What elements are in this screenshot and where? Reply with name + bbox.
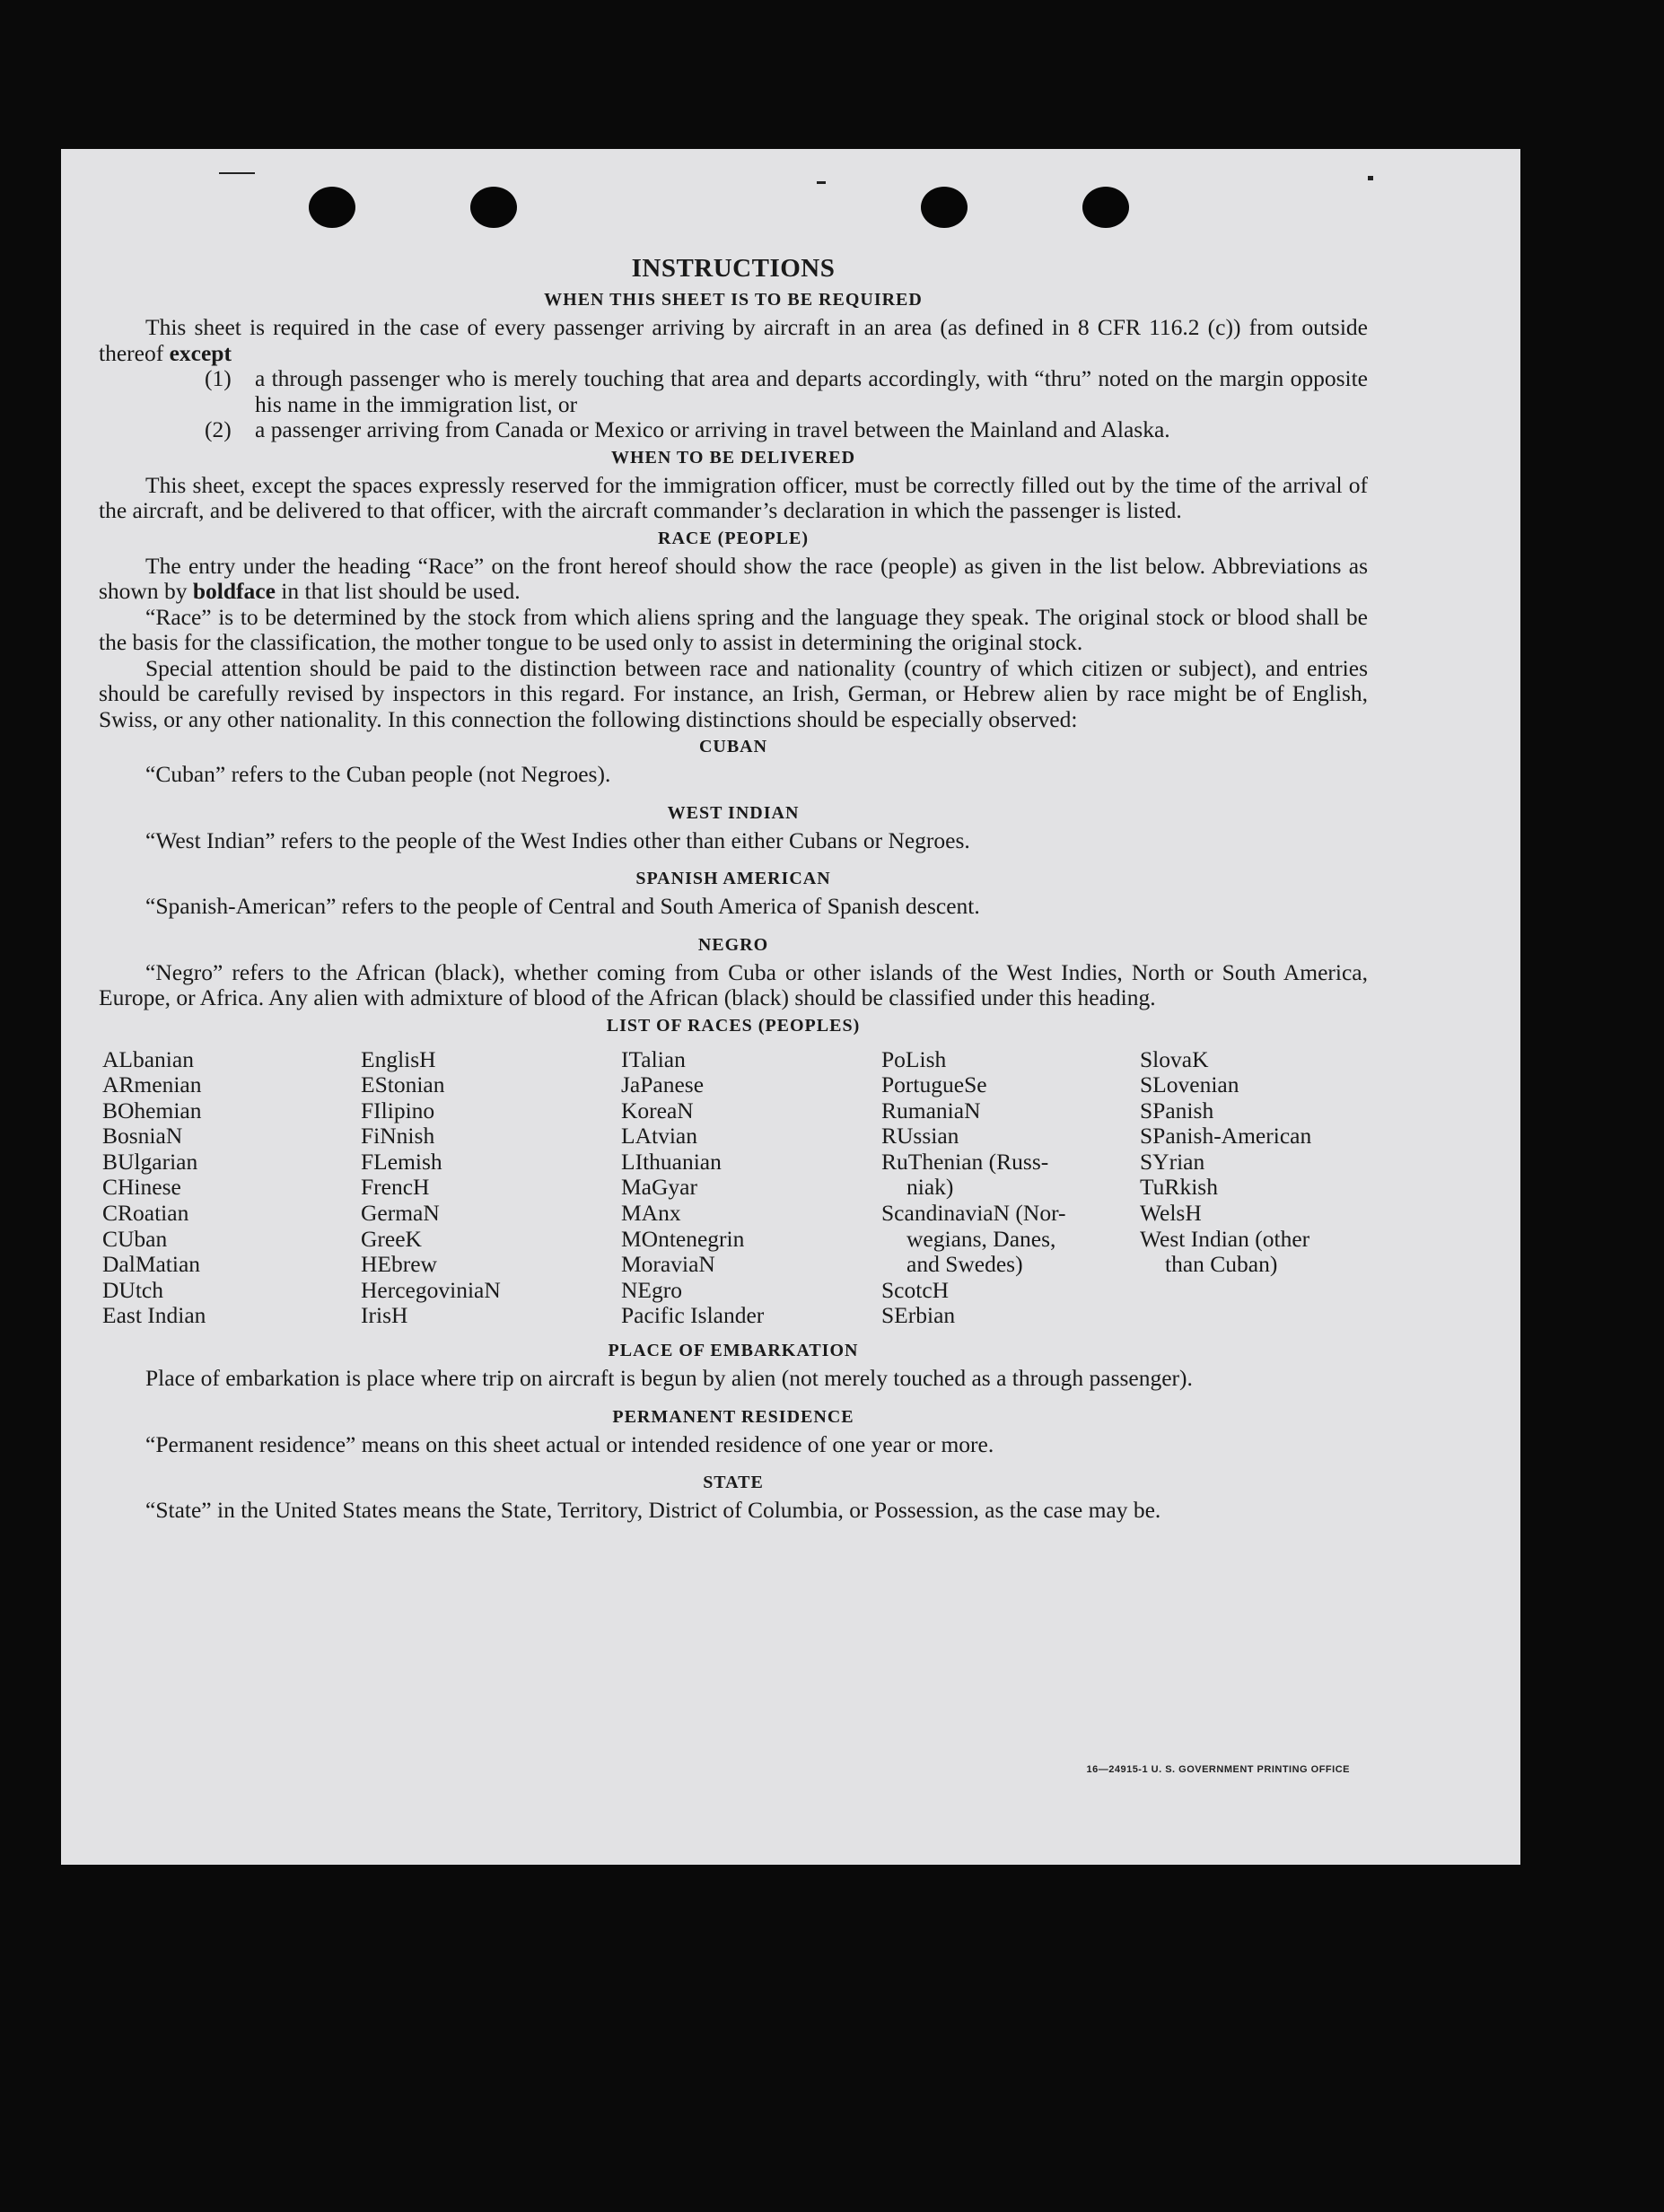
print-code: 16—24915-1 U. S. GOVERNMENT PRINTING OFFICE — [1086, 1764, 1350, 1775]
race-entry: DalMatian — [102, 1251, 201, 1278]
race-entry: IrisH — [361, 1302, 408, 1329]
race-entry: ScandinaviaN (Nor- — [881, 1200, 1066, 1227]
punch-hole — [921, 187, 968, 228]
embarkation-text: Place of embarkation is place where trip on aircraft is begun by alien (not merely touched as a through passenger). — [145, 1365, 1193, 1392]
race-entry: TuRkish — [1140, 1174, 1218, 1201]
section-heading-residence: PERMANENT RESIDENCE — [612, 1406, 854, 1427]
race-entry: niak) — [906, 1174, 954, 1201]
race-entry: RuThenian (Russ- — [881, 1148, 1049, 1175]
race-entry: ITalian — [621, 1045, 686, 1072]
race-entry: LAtvian — [621, 1123, 697, 1150]
race-entry: FiNnish — [361, 1123, 435, 1150]
cuban-text: “Cuban” refers to the Cuban people (not Negroes). — [145, 761, 611, 787]
race-entry: MaGyar — [621, 1174, 697, 1201]
race-entry: CRoatian — [102, 1200, 189, 1227]
paper-mark — [817, 181, 826, 184]
races-column — [102, 1047, 361, 1330]
race-entry: FLemish — [361, 1148, 442, 1175]
race-entry: CHinese — [102, 1174, 181, 1201]
negro-text: “Negro” refers to the African (black), whether coming from Cuba or other islands of the West Indies, North or South America, Europe, or Africa. Any alien with admixture of blood of the African (black) should be classified under this heading. — [99, 958, 1368, 1010]
race-entry: Pacific Islander — [621, 1302, 765, 1329]
section-heading-spanish-american: SPANISH AMERICAN — [635, 869, 831, 888]
race-entry: SLovenian — [1140, 1071, 1239, 1098]
race-entry: FrencH — [361, 1174, 430, 1201]
race-entry: CUban — [102, 1225, 168, 1252]
section-heading-delivered: WHEN TO BE DELIVERED — [610, 447, 856, 468]
race-entry: MoraviaN — [621, 1251, 715, 1278]
races-column — [1140, 1047, 1371, 1330]
race-entry: SErbian — [881, 1302, 956, 1329]
state-text: “State” in the United States means the State, Territory, District of Columbia, or Possession, as the case may be. — [145, 1497, 1161, 1524]
race-entry: BUlgarian — [102, 1148, 198, 1175]
race-entry: GreeK — [361, 1225, 422, 1252]
race-entry: wegians, Danes, — [906, 1225, 1056, 1252]
paper-mark — [1368, 176, 1373, 180]
races-column — [621, 1047, 881, 1330]
race-paragraph-3: Special attention should be paid to the distinction between race and nationality (country of which citizen or subject), and entries should be carefully revised by inspectors in this regard. For instance, an Irish, German, or Hebrew alien by race might be of English, Swiss, or any other nationality. In this connection the following distinctions should be especially observed: — [99, 654, 1368, 732]
race-entry: HercegoviniaN — [361, 1276, 501, 1303]
race-entry: ALbanian — [102, 1045, 194, 1072]
section-heading-embarkation: PLACE OF EMBARKATION — [608, 1341, 859, 1361]
race-entry: than Cuban) — [1165, 1251, 1278, 1278]
race-entry: NEgro — [621, 1276, 682, 1303]
required-intro: This sheet is required in the case of every passenger arriving by aircraft in an area (as defined in 8 CFR 116.2 (c)) from outside thereof except — [99, 314, 1368, 366]
race-entry: EStonian — [361, 1071, 445, 1098]
section-heading-state: STATE — [703, 1473, 764, 1493]
race-entry: EnglisH — [361, 1045, 436, 1072]
race-entry: SPanish — [1140, 1097, 1214, 1123]
races-column — [361, 1047, 621, 1330]
race-entry: FIlipino — [361, 1097, 435, 1123]
race-entry: PoLish — [881, 1045, 947, 1072]
race-entry: DUtch — [102, 1276, 163, 1303]
race-entry: ARmenian — [102, 1071, 202, 1098]
paper-mark — [219, 172, 255, 174]
delivered-text: This sheet, except the spaces expressly reserved for the immigration officer, must be correctly filled out by the time of the arrival of the aircraft, and be delivered to that officer, with the aircraft commander’s declaration in which the passenger is listed. — [99, 471, 1368, 523]
required-item: (1) a through passenger who is merely touching that area and departs accordingly, with “thru” noted on the margin opposite his name in the immigration list, or — [205, 365, 1368, 417]
west-indian-text: “West Indian” refers to the people of the West Indies other than either Cubans or Negroes. — [145, 826, 970, 853]
race-paragraph-1: The entry under the heading “Race” on the front hereof should show the race (people) as given in the list below. Abbreviations as shown by boldface in that list should be used. — [99, 552, 1368, 604]
races-column — [881, 1047, 1140, 1330]
race-entry: ScotcH — [881, 1276, 950, 1303]
race-entry: SYrian — [1140, 1148, 1205, 1175]
section-heading-race: RACE (PEOPLE) — [658, 528, 809, 548]
residence-text: “Permanent residence” means on this sheet actual or intended residence of one year or more. — [145, 1430, 994, 1457]
race-entry: GermaN — [361, 1200, 440, 1227]
document-sheet — [61, 149, 1520, 1865]
race-entry: SPanish-American — [1140, 1123, 1312, 1150]
race-entry: RUssian — [881, 1123, 959, 1150]
section-heading-cuban: CUBAN — [698, 737, 768, 756]
race-entry: PortugueSe — [881, 1071, 987, 1098]
race-paragraph-2: “Race” is to be determined by the stock from which aliens spring and the language they speak. The original stock or blood shall be the basis for the classification, the mother tongue to be used only to assist in determining the original stock. — [99, 603, 1368, 655]
punch-hole — [1082, 187, 1129, 228]
race-entry: KoreaN — [621, 1097, 694, 1123]
races-list — [102, 1047, 1368, 1330]
race-entry: HEbrew — [361, 1251, 437, 1278]
punch-hole — [470, 187, 517, 228]
race-entry: and Swedes) — [906, 1251, 1023, 1278]
punch-hole — [309, 187, 355, 228]
race-entry: East Indian — [102, 1302, 206, 1329]
instructions-body — [99, 253, 1368, 1524]
race-entry: JaPanese — [621, 1071, 705, 1098]
race-entry: LIthuanian — [621, 1148, 722, 1175]
section-heading-west-indian: WEST INDIAN — [667, 802, 800, 823]
section-heading-required: WHEN THIS SHEET IS TO BE REQUIRED — [544, 290, 923, 310]
required-item: (2) a passenger arriving from Canada or Mexico or arriving in travel between the Mainland and Alaska. — [205, 416, 1170, 442]
race-entry: BOhemian — [102, 1097, 202, 1123]
race-entry: West Indian (other — [1140, 1225, 1310, 1252]
spanish-american-text: “Spanish-American” refers to the people of Central and South America of Spanish descent. — [145, 893, 980, 919]
section-heading-negro: NEGRO — [697, 934, 769, 955]
section-heading-list-of-races: LIST OF RACES (PEOPLES) — [606, 1015, 861, 1036]
page-title: INSTRUCTIONS — [631, 254, 836, 283]
race-entry: MOntenegrin — [621, 1225, 745, 1252]
race-entry: BosniaN — [102, 1123, 183, 1150]
race-entry: RumaniaN — [881, 1097, 981, 1123]
race-entry: SlovaK — [1140, 1045, 1209, 1072]
race-entry: WelsH — [1140, 1200, 1202, 1227]
race-entry: MAnx — [621, 1200, 681, 1227]
